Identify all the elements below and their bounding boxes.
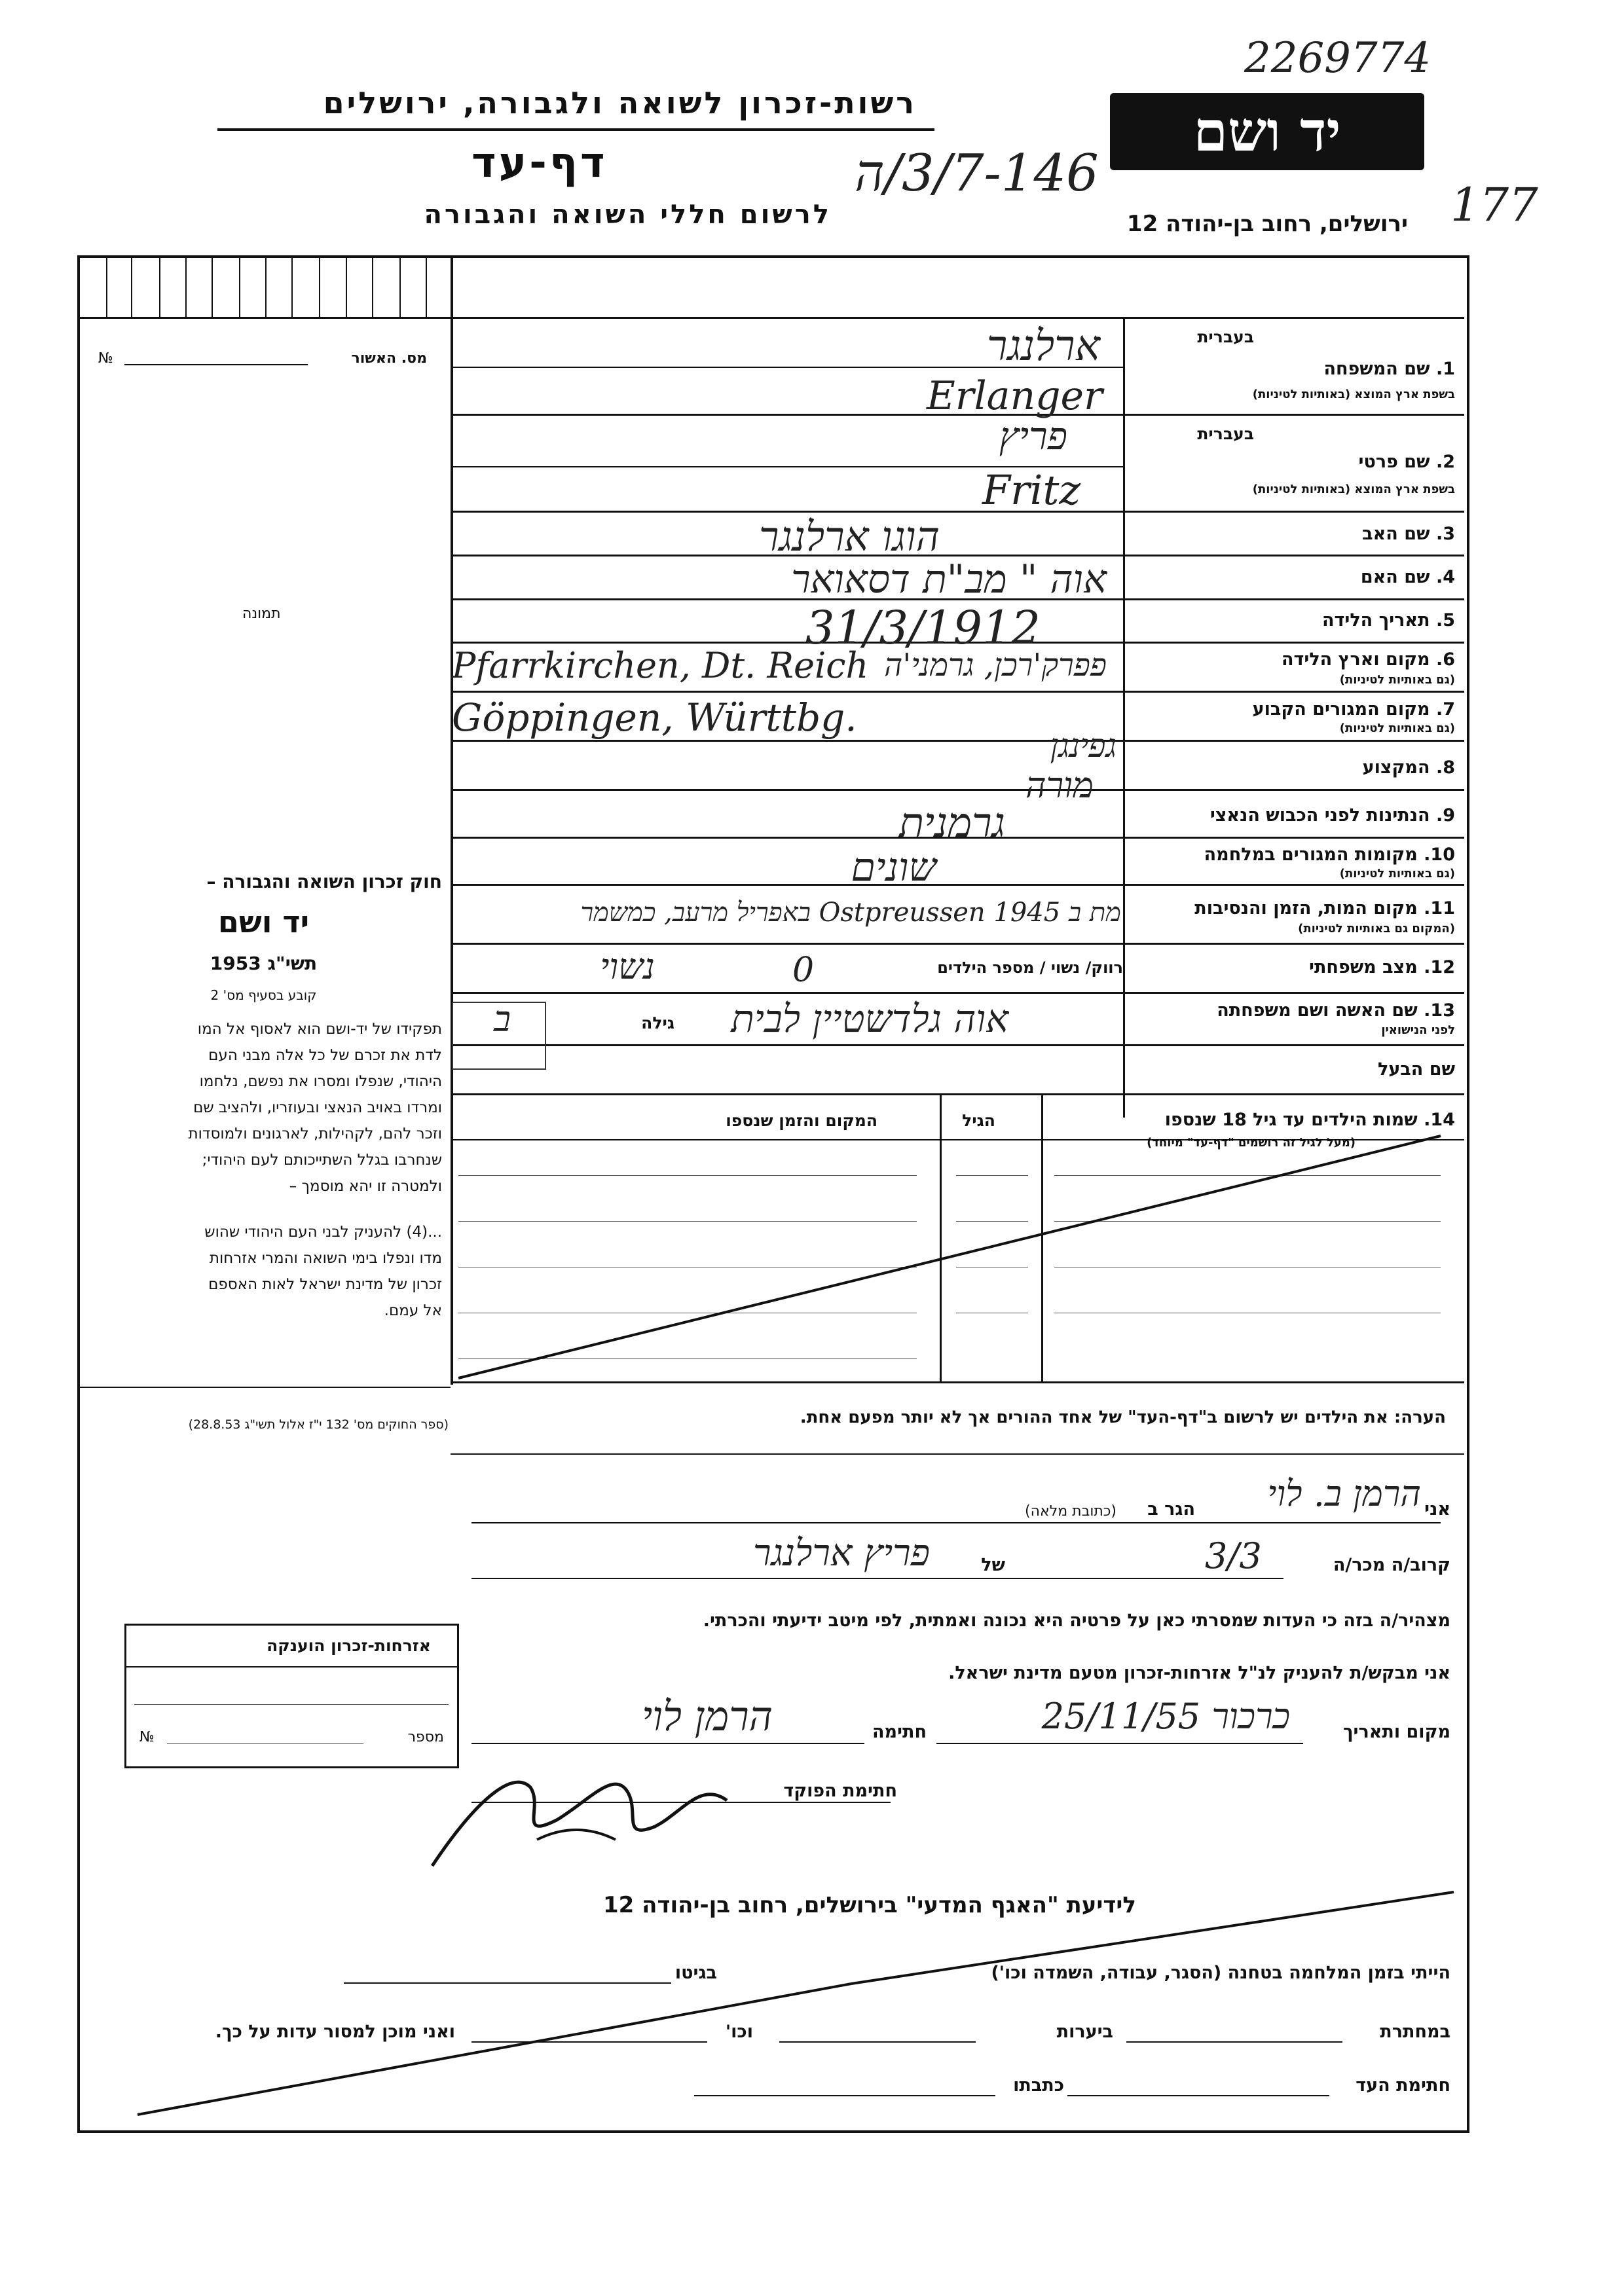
citizenship-number-label: מספר (407, 1729, 444, 1745)
law-clause: קובע בסעיף מס' 2 (210, 987, 317, 1003)
authority-line: רשות-זכרון לשואה ולגבורה, ירושלים (323, 85, 917, 120)
death-prefix: מת ב (1068, 898, 1121, 928)
of-label: של (981, 1555, 1005, 1575)
law-source: (ספר החוקים מס' 132 י"ז אלול תשי"ג 28.8.53) (188, 1417, 449, 1432)
info-dept-title: לידיעת "האגף המדעי" בירושלים, רחוב בן-יהודה 12 (602, 1892, 1136, 1918)
of-value: פריץ ארלנגר (752, 1532, 930, 1575)
info-ghetto: בגיטו (674, 1963, 717, 1983)
officer-signature-label: חתימת הפוקד (783, 1781, 897, 1801)
value-first-latin: Fritz (982, 466, 1081, 514)
citizenship-box (124, 1624, 459, 1768)
value-residence-hebrew: גפינגן (1050, 727, 1116, 765)
signature-label: חתימה (872, 1722, 927, 1742)
field-8-text: המקצוע (1362, 757, 1430, 778)
law-year: תשי"ג 1953 (210, 953, 318, 974)
value-profession: מורה (1025, 765, 1094, 806)
signature-value: הרמן לוי (641, 1692, 773, 1740)
archive-number: 2269774 (1244, 34, 1431, 82)
remark-text: הערה: את הילדים יש לרשום ב"דף-העד" של אחד ההורים אך לא יותר מפעם אחת. (800, 1408, 1446, 1427)
field-13-num: 13. (1424, 1000, 1455, 1021)
children-place-header: המקום והזמן שנספו (726, 1111, 877, 1130)
field-2-num: 2. (1435, 452, 1455, 472)
field-4-text: שם האם (1360, 567, 1430, 587)
children-age-header: הגיל (962, 1111, 995, 1130)
value-birthplace-hebrew: פפרק'רכן, גרמני'ה (884, 647, 1107, 683)
law-line: זכרון של מדינת ישראל לאות האספם (208, 1276, 442, 1293)
field-13-sub: לפני הנישואין (1381, 1023, 1455, 1037)
field-12-text: מצב משפחתי (1309, 957, 1418, 977)
field-3-text: שם האב (1362, 524, 1430, 544)
value-wartime-residence: שונים (851, 845, 936, 890)
law-line: ומרדו באויב הנאצי ובעוזריו, ולהציב שם (193, 1099, 442, 1116)
field-12-num: 12. (1424, 957, 1455, 977)
field-2-lang: בעברית (1197, 424, 1254, 443)
value-marital-status: נשוי (600, 946, 655, 987)
law-line: לדת את זכרם של כל אלה מבני העם (208, 1047, 442, 1064)
value-father: הוגו ארלנגר (759, 513, 940, 560)
witness-signature: חתימת העד (1356, 2075, 1450, 2096)
field-9-text: הנתינות לפני הכבוש הנאצי (1209, 805, 1430, 826)
field-13-text: שם האשה ושם משפחתה (1217, 1000, 1418, 1021)
law-line: היהודי, שנפלו ומסרו את נפשם, נלחמו (199, 1073, 442, 1090)
place-date-label: מקום ותאריך (1342, 1722, 1450, 1742)
value-wife-name: אוה גלדשטיין לבית (731, 996, 1008, 1041)
value-birthplace-latin: Pfarrkirchen, Dt. Reich (452, 645, 869, 686)
logo-text: יד ושם (1193, 99, 1341, 164)
declarant-name: הרמן ב. לוי (1267, 1473, 1421, 1514)
law-line: ולמטרה זו יהא מוסמך – (289, 1178, 442, 1195)
info-dept-line1: הייתי בזמן המלחמה בטחנה (הסגר, עבודה, השמדה וכו') (991, 1963, 1450, 1983)
field-11-text: מקום המות, הזמן והנסיבות (1194, 898, 1418, 919)
citizenship-title: אזרחות-זכרון הוענקה (267, 1636, 431, 1655)
field-4-num: 4. (1435, 567, 1455, 587)
field-10-text: מקומות המגורים במלחמה (1204, 845, 1418, 865)
law-name: יד ושם (217, 904, 310, 939)
law-line: אל עמם. (384, 1302, 442, 1319)
form-title: דף-עד (471, 139, 608, 187)
field-13-age-label: גילה (641, 1013, 674, 1032)
field-9-num: 9. (1435, 805, 1455, 826)
field-6-num: 6. (1435, 649, 1455, 670)
field-7-num: 7. (1435, 699, 1455, 720)
header-address: ירושלים, רחוב בן-יהודה 12 (1126, 211, 1408, 237)
field-8-num: 8. (1435, 757, 1455, 778)
children-num: 14. (1424, 1110, 1455, 1130)
children-sub: (מעל לגיל זה רושמים "דף-עד" מיוחד) (1147, 1136, 1356, 1150)
value-birth-date: 31/3/1912 (805, 601, 1041, 655)
field-1-sub: בשפת ארץ המוצא (באותיות לטיניות) (1252, 388, 1455, 401)
field-3-num: 3. (1435, 524, 1455, 544)
value-family-hebrew: ארלנגר (986, 322, 1100, 371)
law-line: מדו ונפלו בימי השואה והמרי אזרחות (209, 1250, 442, 1267)
husband-label: שם הבעל (1377, 1059, 1455, 1080)
place-date-value: כרכור 25/11/55 (1041, 1696, 1290, 1737)
corner-number: 177 (1450, 178, 1538, 232)
resident-label: הגר ב (1147, 1499, 1195, 1520)
info-camp: במחתרת (1380, 2022, 1450, 2042)
value-wife-age: ב (493, 998, 511, 1040)
value-nationality: גרמנית (899, 799, 1005, 847)
officer-signature-mark (419, 1728, 760, 1886)
info-etc: וכו' (725, 2022, 753, 2042)
value-children-count: 0 (792, 951, 815, 990)
field-6-text: מקום וארץ הלידה (1281, 649, 1430, 670)
law-line: שנחרבו בגלל השתייכותם לעם היהודי; (202, 1152, 442, 1169)
photo-label: תמונה (242, 606, 281, 622)
field-10-num: 10. (1424, 845, 1455, 865)
death-details: 1945 באפריל מרעב, כמשמר (580, 898, 1061, 928)
field-5-text: תאריך הלידה (1321, 610, 1430, 630)
law-line: תפקידו של יד-ושם הוא לאסוף אל המו (197, 1021, 442, 1038)
children-text: שמות הילדים עד גיל 18 שנספו (1164, 1110, 1418, 1130)
value-mother: אוה " מב"ת דסאואר (791, 556, 1107, 602)
field-1-num: 1. (1435, 359, 1455, 379)
form-subtitle: לרשום חללי השואה והגבורה (424, 200, 832, 230)
approval-number-mark: № (98, 350, 113, 367)
info-forest: ביערות (1056, 2022, 1113, 2042)
info-ready: ואני מוכן למסור עדות על כך. (215, 2022, 455, 2042)
field-2-sub: בשפת ארץ המוצא (באותיות לטיניות) (1252, 483, 1455, 496)
death-latin: Ostpreussen (819, 898, 986, 928)
law-line: וזכר להם, לקהילות, לארגונים ולמוסדות (188, 1125, 442, 1142)
field-10-sub: (גם באותיות לטיניות) (1339, 867, 1455, 881)
law-line: ...(4) להעניק לבני העם היהודי שהוש (204, 1224, 442, 1241)
field-7-text: מקום המגורים הקבוע (1252, 699, 1430, 720)
value-first-hebrew: פריץ (999, 414, 1067, 458)
field-2-text: שם פרטי (1358, 452, 1430, 472)
file-reference: 3/7-146/ה (855, 144, 1099, 203)
declaration-ani: אני (1424, 1499, 1450, 1520)
field-1-lang: בעברית (1197, 327, 1254, 346)
value-residence-latin: Göppingen, Württbg. (452, 695, 857, 740)
field-11-sub: (המקום גם באותיות לטיניות) (1298, 922, 1455, 936)
full-address-hint: (כתובת מלאה) (1025, 1503, 1116, 1520)
statement-text: מצהיר/ה בזה כי העדות שמסרתי כאן על פרטיה היא נכונה ואמתית, לפי מיטב ידיעתי והכרתי. (703, 1611, 1450, 1631)
witness-address: כתבתו (1013, 2075, 1064, 2096)
field-7-sub: (גם באותיות לטיניות) (1339, 721, 1455, 735)
relative-label: קרוב/ה מכר/ה (1333, 1555, 1450, 1575)
law-title: חוק זכרון השואה והגבורה – (206, 871, 442, 892)
citizenship-number-mark: № (139, 1729, 155, 1745)
field-12-options: רווק/ נשוי / מספר הילדים (937, 958, 1123, 977)
field-1-text: שם המשפחה (1323, 359, 1430, 379)
value-family-latin: Erlanger (927, 373, 1103, 419)
relation-value: 3/3 (1205, 1535, 1262, 1576)
field-5-num: 5. (1435, 610, 1455, 630)
approval-number-label: מס. האשור (351, 350, 427, 367)
request-text: אני מבקש/ת להעניק לנ"ל אזרחות-זכרון מטעם מדינת ישראל. (948, 1663, 1450, 1683)
field-11-num: 11. (1424, 898, 1455, 919)
field-6-sub: (גם באותיות לטיניות) (1339, 673, 1455, 687)
